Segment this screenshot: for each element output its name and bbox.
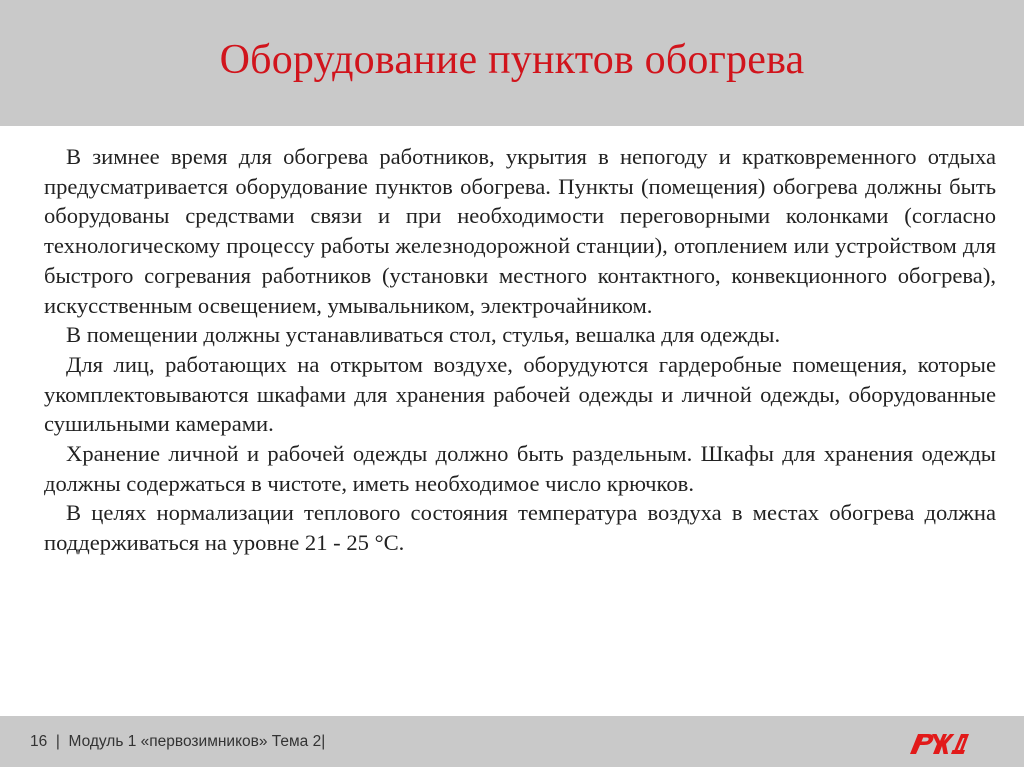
paragraph-1: В зимнее время для обогрева работников, укрытия в непогоду и кратковременного отдыха предусматривается оборудование пунктов обогрева. Пункты (помещения) обогрева должны быть оборудованы средствами связи и при необходимости переговорными колонками (согласно технологическому процессу работы железнодорожной станции), отоплением или устройством для быстрого согревания работников (установки местного контактного, конвекционного обогрева), искусственным освещением, умывальником, электрочайником. <box>44 144 996 318</box>
slide-title: Оборудование пунктов обогрева <box>219 37 805 83</box>
title-bar <box>0 0 1024 126</box>
slide-body <box>44 142 996 558</box>
paragraph-5: В целях нормализации теплового состояния температура воздуха в местах обогрева должна поддерживаться на уровне 21 - 25 °С. <box>44 500 996 556</box>
paragraph-2: В помещении должны устанавливаться стол, стулья, вешалка для одежды. <box>66 322 781 348</box>
paragraph-3: Для лиц, работающих на открытом воздухе, оборудуются гардеробные помещения, которые укомплектовываются шкафами для хранения рабочей одежды и личной одежды, оборудованные сушильными камерами. <box>44 351 996 437</box>
paragraph-4: Хранение личной и рабочей одежды должно быть раздельным. Шкафы для хранения одежды должны содержаться в чистоте, иметь необходимое число крючков. <box>44 441 996 496</box>
rzd-logo-icon <box>906 728 972 758</box>
footer-caption: 16 | Модуль 1 «первозимников» Тема 2| <box>30 733 326 750</box>
